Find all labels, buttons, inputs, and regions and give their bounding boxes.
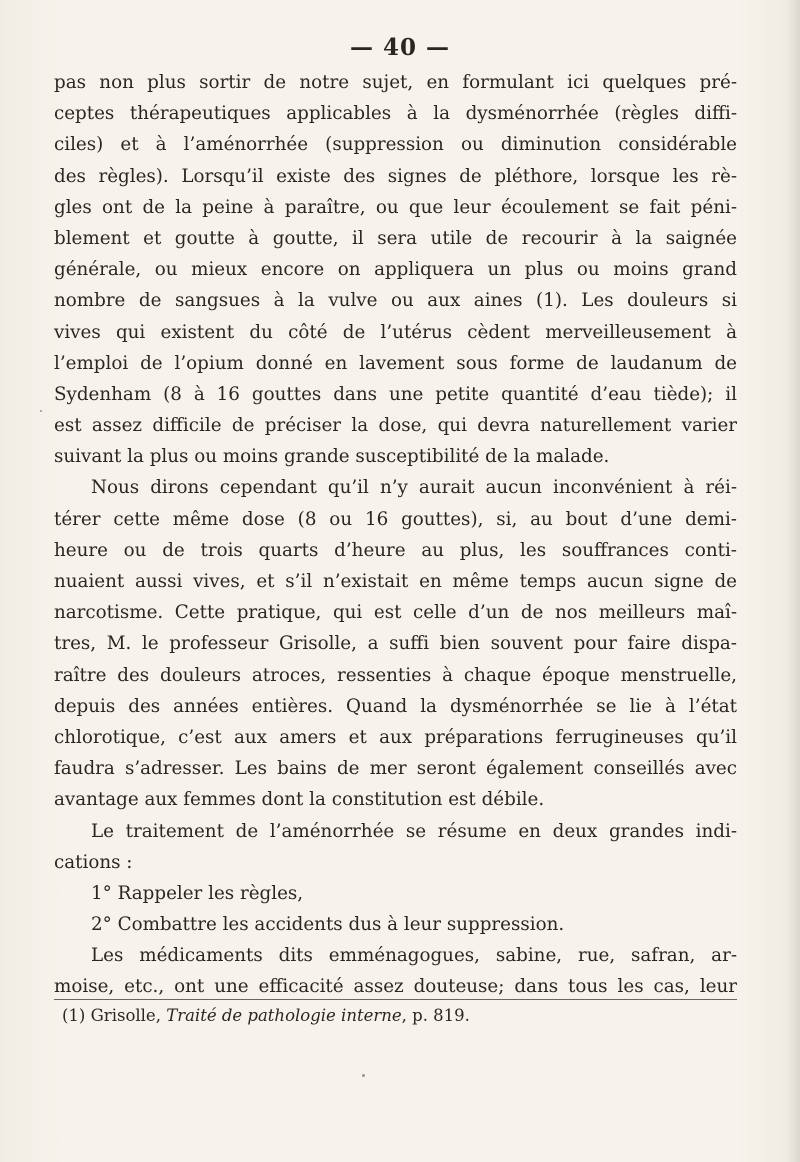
text-line-14: Nous dirons cependant qu’il n’y aurait aucun inconvénient à réi- xyxy=(91,477,737,499)
text-line-16: heure ou de trois quarts d’heure au plus, les souffrances conti- xyxy=(54,539,737,561)
footnote-title: Traité de pathologie interne xyxy=(166,1006,402,1025)
text-line-4: des règles). Lorsqu’il existe des signes de pléthore, lorsque les rè- xyxy=(54,165,737,187)
text-line-22: chlorotique, c’est aux amers et aux préparations ferrugineuses qu’il xyxy=(54,726,737,748)
text-line-17: nuaient aussi vives, et s’il n’existait en même temps aucun signe de xyxy=(54,571,737,592)
page-edge-shadow xyxy=(786,0,800,1162)
text-line-30: moise, etc., ont une efficacité assez douteuse; dans tous les cas, leur xyxy=(54,976,737,998)
text-line-25: Le traitement de l’aménorrhée se résume en deux grandes indi- xyxy=(91,820,737,842)
footnote-ref: , p. 819. xyxy=(401,1006,470,1025)
text-line-27: 1° Rappeler les règles, xyxy=(91,882,304,904)
footnote-marker: (1) xyxy=(62,1006,86,1025)
text-line-24: avantage aux femmes dont la constitution est débile. xyxy=(54,789,545,811)
paper-speck xyxy=(40,410,42,412)
text-line-18: narcotisme. Cette pratique, qui est celle d’un de nos meilleurs maî- xyxy=(54,602,737,624)
text-line-2: ceptes thérapeutiques applicables à la dysménorrhée (règles diffi- xyxy=(54,103,737,125)
body-text xyxy=(54,67,737,1003)
text-line-15: térer cette même dose (8 ou 16 gouttes), si, au bout d’une demi- xyxy=(54,508,737,530)
text-line-19: tres, M. le professeur Grisolle, a suffi bien souvent pour faire dispa- xyxy=(54,633,737,655)
text-line-7: générale, ou mieux encore on appliquera un plus ou moins grand xyxy=(54,259,737,281)
text-line-28: 2° Combattre les accidents dus à leur suppression. xyxy=(91,914,565,936)
text-line-1: pas non plus sortir de notre sujet, en formulant ici quelques pré- xyxy=(54,72,737,93)
text-line-10: l’emploi de l’opium donné en lavement sous forme de laudanum de xyxy=(54,352,737,374)
paper-speck xyxy=(362,1074,365,1077)
text-line-5: gles ont de la peine à paraître, ou que leur écoulement se fait péni- xyxy=(54,196,737,218)
text-line-6: blement et goutte à goutte, il sera utile de recourir à la saignée xyxy=(54,227,737,249)
text-line-3: ciles) et à l’aménorrhée (suppression ou diminution considérable xyxy=(54,134,737,156)
text-line-23: faudra s’adresser. Les bains de mer seront également conseillés avec xyxy=(54,758,737,780)
footnote-rule xyxy=(54,999,737,1000)
text-line-29: Les médicaments dits emménagogues, sabine, rue, safran, ar- xyxy=(91,945,737,967)
text-line-9: vives qui existent du côté de l’utérus cèdent merveilleusement à xyxy=(54,321,737,343)
text-line-21: depuis des années entières. Quand la dysménorrhée se lie à l’état xyxy=(54,695,737,717)
text-line-20: raître des douleurs atroces, ressenties à chaque époque menstruelle, xyxy=(54,664,737,686)
text-line-13: suivant la plus ou moins grande susceptibilité de la malade. xyxy=(54,446,610,468)
footnote xyxy=(62,1004,722,1028)
text-line-8: nombre de sangsues à la vulve ou aux aines (1). Les douleurs si xyxy=(54,290,737,312)
text-line-12: est assez difficile de préciser la dose, qui devra naturellement varier xyxy=(54,415,737,437)
text-line-26: cations : xyxy=(54,851,133,873)
page-number: — 40 — xyxy=(349,34,451,61)
text-line-11: Sydenham (8 à 16 gouttes dans une petite quantité d’eau tiède); il xyxy=(54,383,737,405)
footnote-author: Grisolle, xyxy=(90,1006,161,1025)
